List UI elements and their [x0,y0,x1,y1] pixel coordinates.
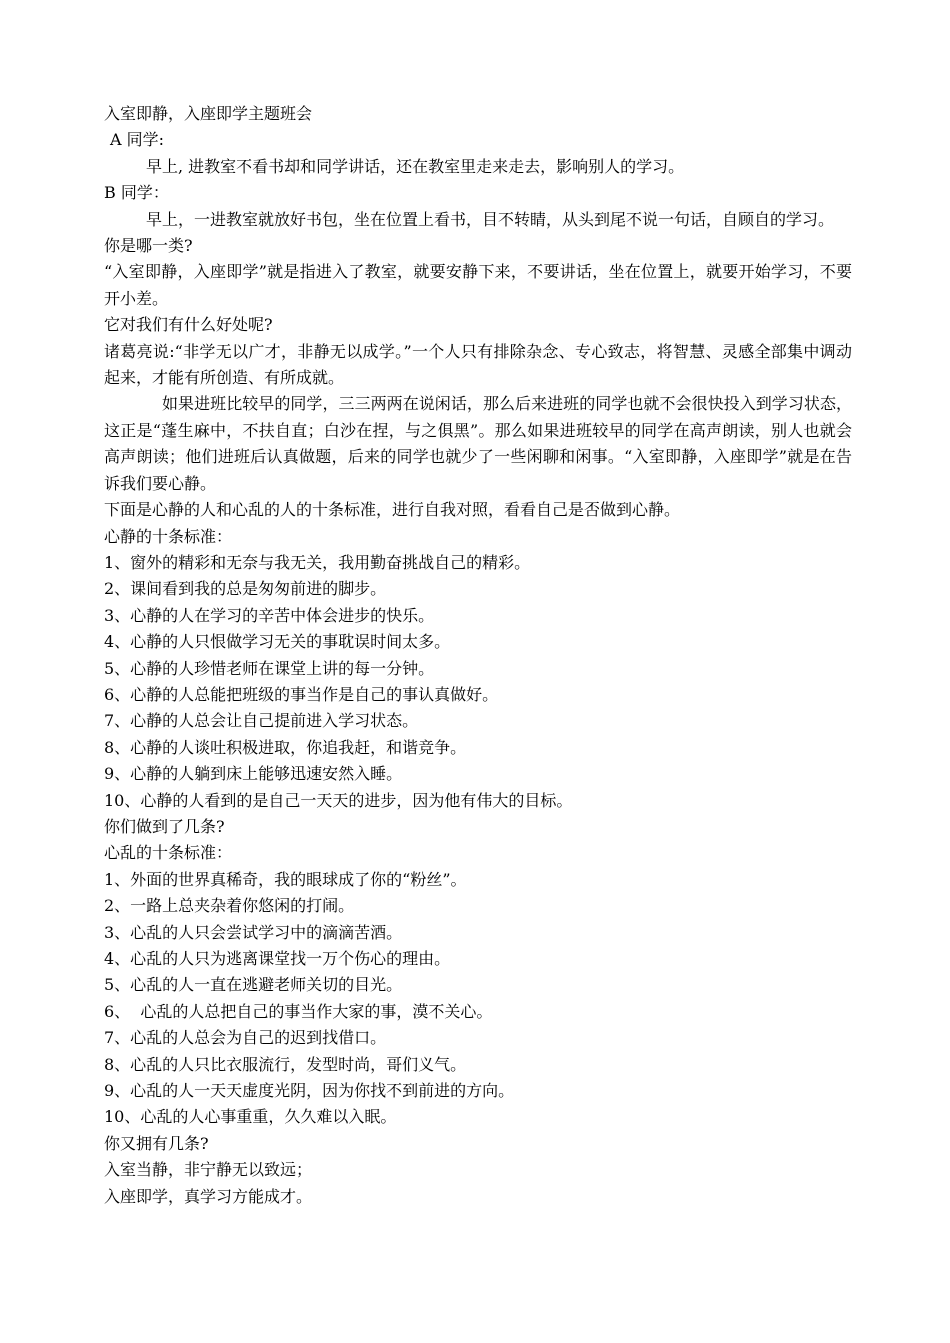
student-a-text: 早上, 进教室不看书却和同学讲话，还在教室里走来走去，影响别人的学习。 [146,156,685,176]
list-item: 4、心静的人只恨做学习无关的事耽误时间太多。 [104,632,451,652]
list-item: 7、心乱的人总会为自己的迟到找借口。 [104,1028,387,1048]
list-item: 5、心静的人珍惜老师在课堂上讲的每一分钟。 [104,658,435,678]
list-item: 1、窗外的精彩和无奈与我无关，我用勤奋挑战自己的精彩。 [104,552,531,572]
list-item: 8、心静的人谈吐积极进取，你追我赶，和谐竞争。 [104,737,467,757]
list-item: 2、课间看到我的总是匆匆前进的脚步。 [104,579,387,599]
explanation-paragraph: 如果进班比较早的同学，三三两两在说闲话，那么后来进班的同学也就不会很快投入到学习状态，这正是“蓬生麻中，不扶自直；白沙在捏，与之俱黑”。那么如果进班较早的同学在高声朗读，别人也就会高声朗读；他们进班后认真做题，后来的同学也就少了一些闲聊和闲事。“入室即静，入座即学”就是在告诉我们要心静。 [104,394,852,493]
student-b-text: 早上，一进教室就放好书包，坐在位置上看书，目不转睛，从头到尾不说一句话，自顾自的学习。 [146,209,835,229]
list-item: 8、心乱的人只比衣服流行，发型时尚，哥们义气。 [104,1054,467,1074]
student-a-label: A 同学: [110,130,165,150]
question-how-many-have: 你又拥有几条? [104,1133,209,1153]
question-how-many-done: 你们做到了几条? [104,816,225,836]
list-item: 3、心静的人在学习的辛苦中体会进步的快乐。 [104,605,435,625]
list-item: 6、 心乱的人总把自己的事当作大家的事，漠不关心。 [104,1001,493,1021]
zhuge-liang-quote: 诸葛亮说:“非学无以广才，非静无以成学。”一个人只有排除杂念、专心致志，将智慧、灵感全部集中调动起来，才能有所创造、有所成就。 [104,341,852,388]
document-title: 入室即静，入座即学主题班会 [104,104,313,123]
list-item: 2、一路上总夹杂着你悠闲的打闹。 [104,896,355,916]
list-item: 10、心静的人看到的是自己一天天的进步，因为他有伟大的目标。 [104,790,573,810]
list-item: 10、心乱的人心事重重，久久难以入眠。 [104,1107,397,1127]
intro-sentence: 下面是心静的人和心乱的人的十条标准，进行自我对照，看看自己是否做到心静。 [104,500,681,520]
calm-standards-heading: 心静的十条标准： [104,526,233,546]
list-item: 4、心乱的人只为逃离课堂找一万个伤心的理由。 [104,949,451,968]
document-page [104,101,852,1210]
definition-paragraph: “入室即静，入座即学”就是指进入了教室，就要安静下来，不要讲话，坐在位置上，就要开始学习，不要开小差。 [104,262,852,308]
closing-line-2: 入座即学，真学习方能成才。 [104,1186,313,1206]
question-benefits: 它对我们有什么好处呢? [104,315,273,335]
student-b-label: B 同学： [104,183,169,203]
closing-line-1: 入室当静，非宁静无以致远； [104,1160,313,1180]
list-item: 6、心静的人总能把班级的事当作是自己的事认真做好。 [104,684,499,704]
chaos-standards-heading: 心乱的十条标准： [104,843,233,863]
list-item: 9、心静的人躺到床上能够迅速安然入睡。 [104,764,403,784]
question-which-type: 你是哪一类? [104,236,193,256]
list-item: 9、心乱的人一天天虚度光阴，因为你找不到前进的方向。 [104,1081,515,1101]
list-item: 3、心乱的人只会尝试学习中的滴滴苦酒。 [104,922,403,942]
list-item: 1、外面的世界真稀奇，我的眼球成了你的“粉丝”。 [104,869,467,889]
list-item: 7、心静的人总会让自己提前进入学习状态。 [104,711,419,731]
list-item: 5、心乱的人一直在逃避老师关切的目光。 [104,975,403,995]
